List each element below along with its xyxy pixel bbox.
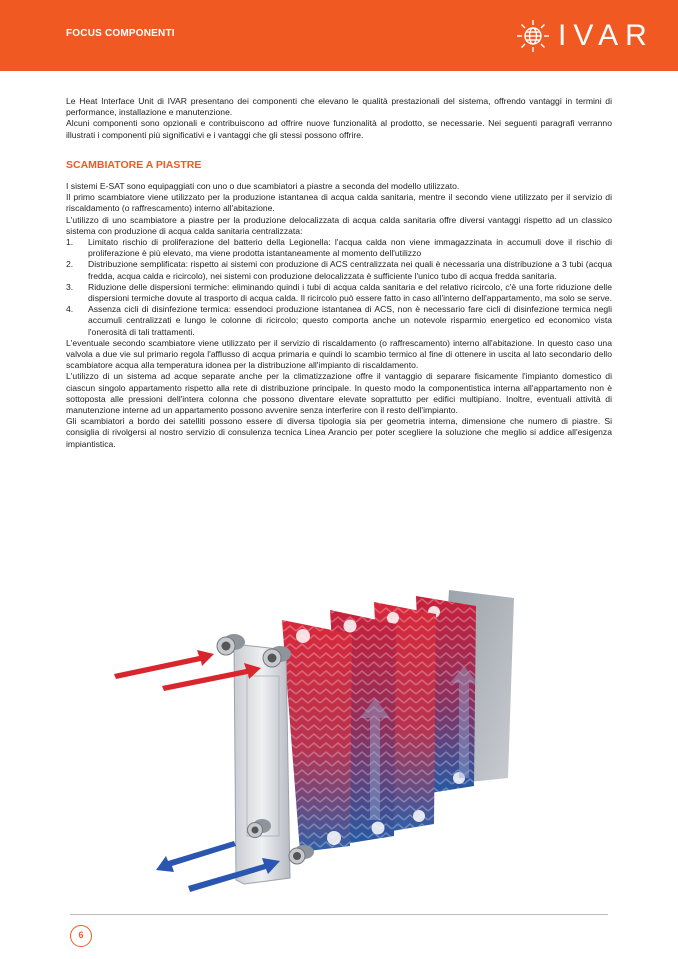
section-paragraph: Gli scambiatori a bordo dei satelliti possono essere di diversa tipologia sia per geometria interna, dimensione che numero di piastre. Si consiglia di rivolgersi al nostro servizio di consulenza tecnica Linea Arancio per poter scegliere la soluzione che meglio si addice all'esigenza impiantistica. [66,416,612,449]
list-item-text: Distribuzione semplificata: rispetto ai sistemi con produzione di ACS centralizzata nei quali è necessaria una distribuzione a 3 tubi (acqua fredda, acqua calda e ricircolo), nei sistemi con produzione delocalizzata è sufficiente l'unico tubo di acqua fredda sanitaria. [88,259,612,281]
list-item [66,282,612,304]
list-item-number: 4. [66,304,74,315]
hot-flow-arrow-icon [114,650,214,679]
section-paragraph: L'eventuale secondo scambiatore viene utilizzato per il servizio di riscaldamento (o raffrescamento) interno all'abitazione. In questo caso una valvola a due vie sul primario regola l'afflusso di acqua primaria e quindi lo scambio termico al fine di ottenere in uscita al lato secondario dello scambiatore acqua alla temperatura idonea per la distribuzione all'impianto di riscaldamento. [66,337,612,371]
list-item [66,237,612,259]
section-paragraph: Il primo scambiatore viene utilizzato per la produzione istantanea di acqua calda sanitaria, mentre il secondo viene utilizzato per il servizio di riscaldamento (o raffrescamento) interno all'abitazione. [66,192,612,214]
cold-flow-arrow-icon [156,841,236,872]
list-item-text: Riduzione delle dispersioni termiche: eliminando quindi i tubi di acqua calda sanitaria e del relativo ricircolo, c'è una forte riduzione delle dispersioni termiche dovute al trasporto di acqua calda. Il ricircolo può essere fatto in caso all'interno dell'appartamento, ma solo se serve. [88,281,612,304]
footer-divider [70,914,608,915]
list-item-number: 3. [66,281,74,292]
header-title: FOCUS COMPONENTI [66,28,175,39]
list-item [66,304,612,338]
page-header [0,0,678,71]
list-item-number: 1. [66,237,74,248]
intro-paragraph-2: Alcuni componenti sono opzionali e contribuiscono ad offrire nuove funzionalità al prodotto, se necessarie. Nei seguenti paragrafi verranno illustrati i componenti più significativi e i vantaggi che gli stessi possono offrire. [66,118,612,140]
list-item-text: Assenza cicli di disinfezione termica: essendoci produzione istantanea di ACS, non è necessario fare cicli di disinfezione termica negli accumuli centralizzati e lungo le colonne di ricircolo; questo comporta anche un notevole risparmio energetico ed economico vista l'onerosità di tali trattamenti. [88,304,612,337]
sun-globe-icon [516,19,550,53]
pipe-connector [289,845,314,864]
advantages-list [66,237,612,338]
page-content [66,96,612,450]
brand-name: IVAR [558,19,654,52]
section-paragraph: L'utilizzo di uno scambiatore a piastre per la produzione delocalizzata di acqua calda sanitaria offre diversi vantaggi rispetto ad un classico sistema con produzione di acqua calda sanitaria centralizzata: [66,214,612,236]
section-paragraph: I sistemi E-SAT sono equipaggiati con uno o due scambiatori a piastre a seconda del modello utilizzato. [66,181,460,192]
steel-end-plate [234,644,290,884]
page-number: 6 [70,925,92,947]
ivar-logo [516,16,654,56]
section-title: SCAMBIATORE A PIASTRE [66,158,202,171]
section-paragraph: L'utilizzo di un sistema ad acque separate anche per la climatizzazione offre il vantaggio di separare fisicamente l'impianto domestico di ciascun singolo appartamento rispetto alla rete di distribuzione principale. In questo modo la componentistica interna all'appartamento non è sottoposta alle pressioni dell'intera colonna che possono diventare elevate soprattutto per edifici multipiano. Inoltre, eventuali attività di manutenzione interne ad un appartamento possono avvenire senza interferire con il resto dell'impianto. [66,371,612,416]
list-item-text: Limitato rischio di proliferazione del batterio della Legionella: l'acqua calda non viene immagazzinata in accumuli dove il rischio di proliferazione è più elevato, ma viene prodotta istantaneamente al momento dell'utilizzo [88,237,612,259]
plate-heat-exchanger-illustration [104,588,552,898]
heat-exchanger-plate [282,620,352,852]
intro-paragraph-1: Le Heat Interface Unit di IVAR presentano dei componenti che elevano le qualità prestazionali del sistema, offrendo vantaggi in termini di performance, installazione e manutenzione. [66,96,612,118]
list-item [66,259,612,281]
list-item-number: 2. [66,259,74,270]
